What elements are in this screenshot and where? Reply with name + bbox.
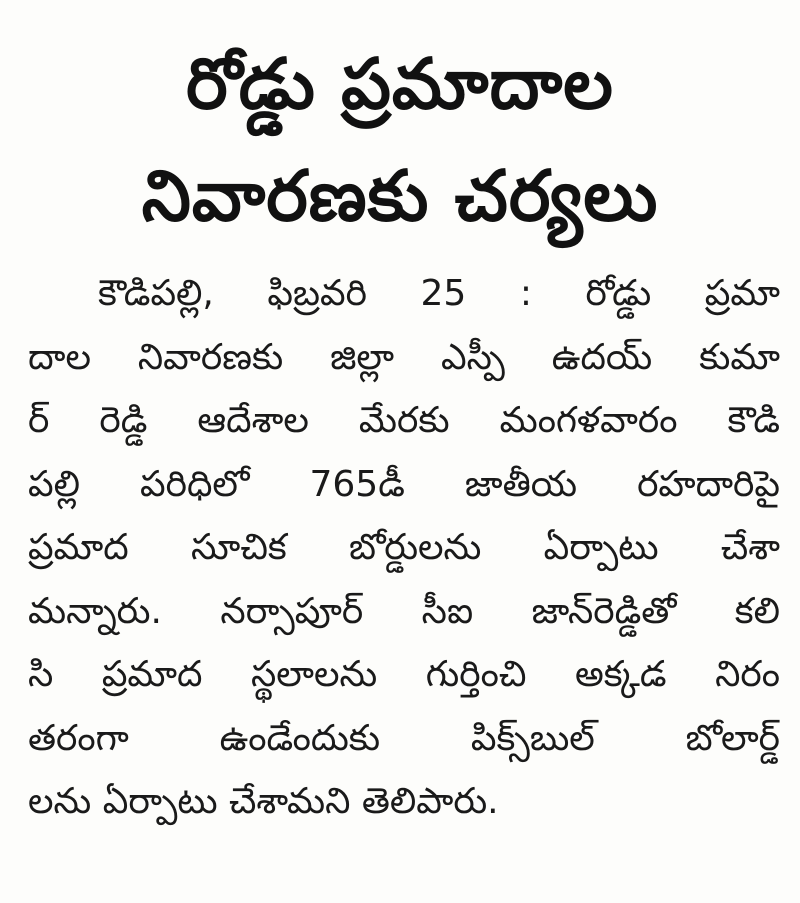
body-line-4: పల్లి పరిధిలో 765డీ జాతీయ రహదారిపై [28,463,780,505]
body-line-8: తరంగా ఉండేందుకు పిక్స్‌బుల్ బోలార్డ్ [28,717,780,759]
body-line-6: మన్నారు. నర్సాపూర్ సీఐ జాన్‌రెడ్డితో కలి [28,590,780,632]
body-line-5: ప్రమాద సూచిక బోర్డులను ఏర్పాటు చేశా [28,527,780,568]
article-body [28,262,780,834]
body-line-9: లను ఏర్పాటు చేశామని తెలిపారు. [28,781,499,822]
headline-line-1: రోడ్డు ప్రమాదాల [186,43,614,125]
body-line-1: కౌడిపల్లి, ఫిబ్రవరి 25 : రోడ్డు ప్రమా [98,273,780,314]
body-line-7: సి ప్రమాద స్థలాలను గుర్తించి అక్కడ నిరం [28,654,780,695]
headline-line-2: నివారణకు చర్యలు [141,155,659,237]
body-line-3: ర్ రెడ్డి ఆదేశాల మేరకు మంగళవారం కౌడి [28,400,780,441]
body-line-2: దాల నివారణకు జిల్లా ఎస్పీ ఉదయ్ కుమా [28,336,780,378]
headline [0,0,800,252]
